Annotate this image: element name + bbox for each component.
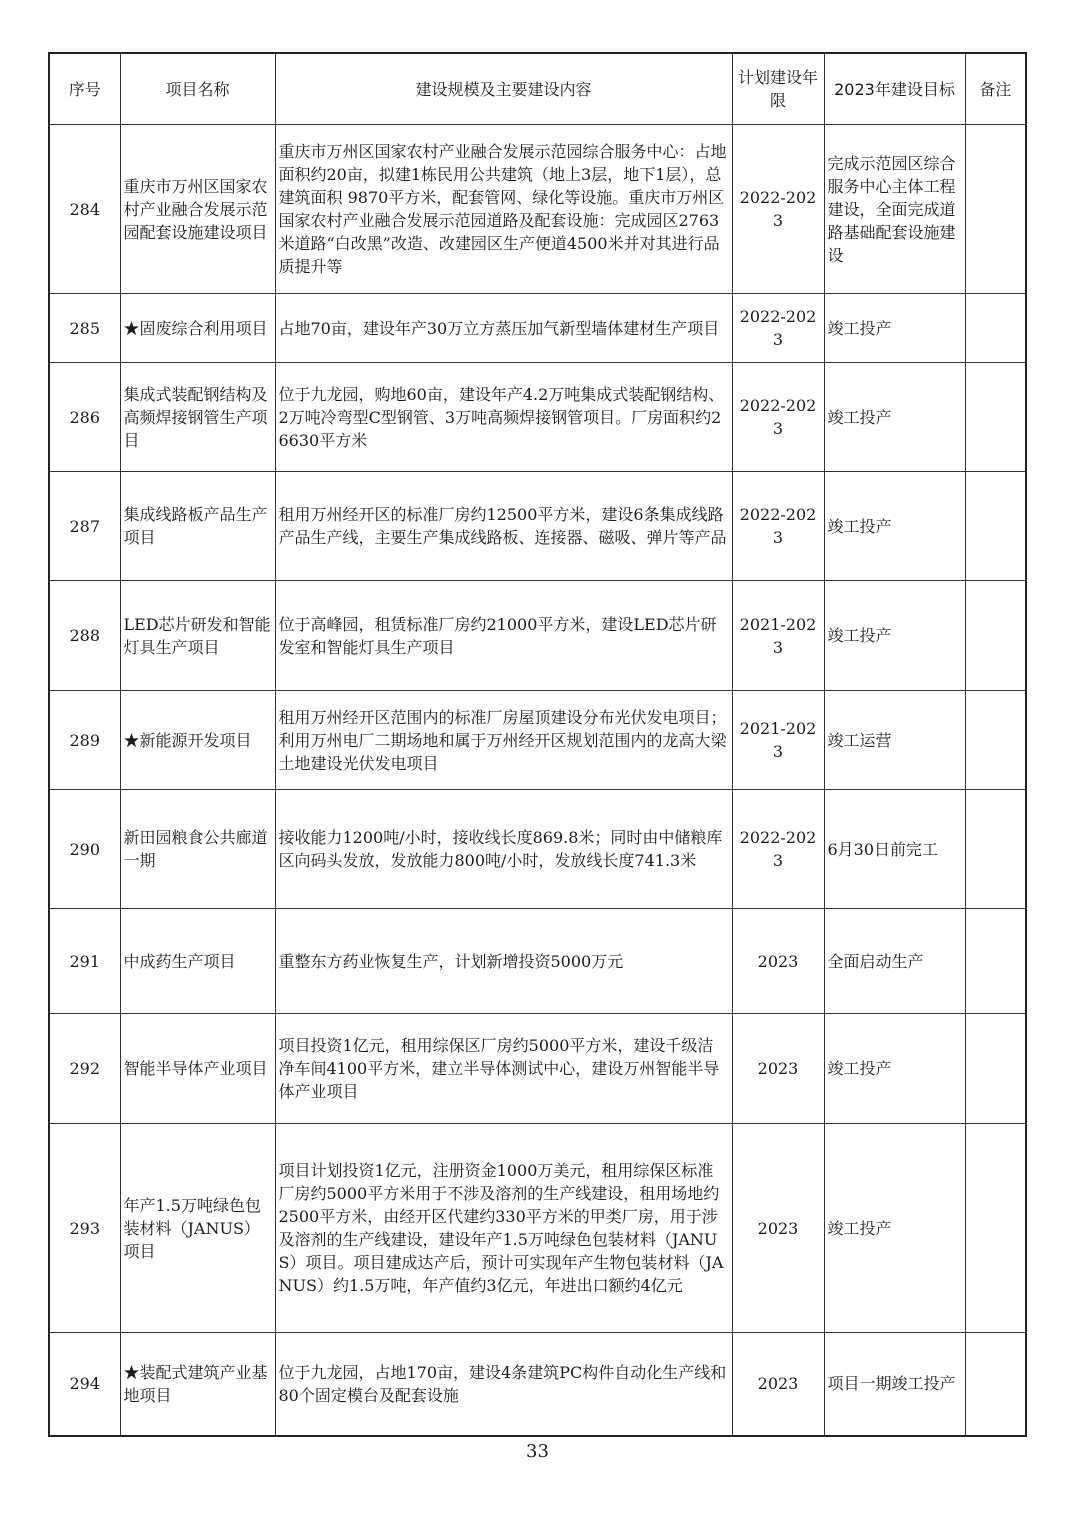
row-years: 2021-2023 xyxy=(732,581,824,691)
header-years: 计划建设年限 xyxy=(732,53,824,125)
table-row xyxy=(49,472,1026,581)
row-name: 中成药生产项目 xyxy=(120,909,275,1014)
row-note xyxy=(965,1124,1026,1333)
table-row xyxy=(49,1014,1026,1124)
row-target: 完成示范园区综合服务中心主体工程建设，全面完成道路基础配套设施建设 xyxy=(824,125,965,294)
row-note xyxy=(965,472,1026,581)
table-row xyxy=(49,691,1026,790)
row-years: 2023 xyxy=(732,1333,824,1436)
row-target: 竣工运营 xyxy=(824,691,965,790)
row-years: 2023 xyxy=(732,909,824,1014)
row-years: 2023 xyxy=(732,1014,824,1124)
row-content: 项目计划投资1亿元，注册资金1000万美元，租用综保区标准厂房约5000平方米用于不涉及溶剂的生产线建设，租用场地约2500平方米，由经开区代建约330平方米的甲类厂房，用于涉及溶剂的生产线建设，建设年产1.5万吨绿色包装材料（JANUS）项目。项目建成达产后，预计可实现年产生物包装材料（JANUS）约1.5万吨，年产值约3亿元，年进出口额约4亿元 xyxy=(275,1124,732,1333)
header-target: 2023年建设目标 xyxy=(824,53,965,125)
row-note xyxy=(965,294,1026,363)
row-content: 重庆市万州区国家农村产业融合发展示范园综合服务中心：占地面积约20亩，拟建1栋民用公共建筑（地上3层，地下1层），总建筑面积 9870平方米，配套管网、绿化等设施。重庆市万州区国家农村产业融合发展示范园道路及配套设施：完成园区2763米道路“白改黑”改造、改建园区生产便道4500米并对其进行品质提升等 xyxy=(275,125,732,294)
row-name: ★装配式建筑产业基地项目 xyxy=(120,1333,275,1436)
row-years: 2021-2023 xyxy=(732,691,824,790)
row-no: 289 xyxy=(49,691,120,790)
row-years: 2022-2023 xyxy=(732,125,824,294)
row-content: 占地70亩，建设年产30万立方蒸压加气新型墙体建材生产项目 xyxy=(275,294,732,363)
row-note xyxy=(965,909,1026,1014)
row-content: 项目投资1亿元，租用综保区厂房约5000平方米，建设千级洁净车间4100平方米，建立半导体测试中心，建设万州智能半导体产业项目 xyxy=(275,1014,732,1124)
row-content: 重整东方药业恢复生产，计划新增投资5000万元 xyxy=(275,909,732,1014)
row-no: 290 xyxy=(49,790,120,909)
row-note xyxy=(965,581,1026,691)
row-note xyxy=(965,363,1026,472)
row-content: 租用万州经开区范围内的标准厂房屋顶建设分布光伏发电项目；利用万州电厂二期场地和属于万州经开区规划范围内的龙高大梁土地建设光伏发电项目 xyxy=(275,691,732,790)
header-note: 备注 xyxy=(965,53,1026,125)
row-no: 285 xyxy=(49,294,120,363)
row-name: ★新能源开发项目 xyxy=(120,691,275,790)
row-name: 年产1.5万吨绿色包装材料（JANUS）项目 xyxy=(120,1124,275,1333)
header-no: 序号 xyxy=(49,53,120,125)
row-target: 项目一期竣工投产 xyxy=(824,1333,965,1436)
table-row xyxy=(49,125,1026,294)
row-no: 284 xyxy=(49,125,120,294)
row-content: 位于九龙园，占地170亩，建设4条建筑PC构件自动化生产线和80个固定模台及配套设施 xyxy=(275,1333,732,1436)
header-row xyxy=(49,53,1026,125)
row-content: 租用万州经开区的标准厂房约12500平方米，建设6条集成线路产品生产线，主要生产集成线路板、连接器、磁吸、弹片等产品 xyxy=(275,472,732,581)
row-target: 竣工投产 xyxy=(824,294,965,363)
row-content: 位于高峰园，租赁标准厂房约21000平方米，建设LED芯片研发室和智能灯具生产项目 xyxy=(275,581,732,691)
row-no: 291 xyxy=(49,909,120,1014)
row-note xyxy=(965,1014,1026,1124)
row-target: 竣工投产 xyxy=(824,1014,965,1124)
table-row xyxy=(49,294,1026,363)
row-note xyxy=(965,691,1026,790)
row-target: 全面启动生产 xyxy=(824,909,965,1014)
row-years: 2022-2023 xyxy=(732,294,824,363)
row-name: 集成式装配钢结构及高频焊接钢管生产项目 xyxy=(120,363,275,472)
row-target: 竣工投产 xyxy=(824,1124,965,1333)
row-no: 288 xyxy=(49,581,120,691)
row-content: 位于九龙园，购地60亩，建设年产4.2万吨集成式装配钢结构、2万吨冷弯型C型钢管、3万吨高频焊接钢管项目。厂房面积约26630平方米 xyxy=(275,363,732,472)
row-no: 287 xyxy=(49,472,120,581)
table-row xyxy=(49,581,1026,691)
row-no: 294 xyxy=(49,1333,120,1436)
row-no: 292 xyxy=(49,1014,120,1124)
row-years: 2023 xyxy=(732,1124,824,1333)
row-no: 293 xyxy=(49,1124,120,1333)
row-target: 竣工投产 xyxy=(824,581,965,691)
table-row xyxy=(49,790,1026,909)
row-name: 新田园粮食公共廊道一期 xyxy=(120,790,275,909)
project-table xyxy=(48,52,1027,1437)
header-content: 建设规模及主要建设内容 xyxy=(275,53,732,125)
table-row xyxy=(49,363,1026,472)
row-target: 竣工投产 xyxy=(824,472,965,581)
row-content: 接收能力1200吨/小时，接收线长度869.8米；同时由中储粮库区向码头发放，发放能力800吨/小时，发放线长度741.3米 xyxy=(275,790,732,909)
row-no: 286 xyxy=(49,363,120,472)
row-years: 2022-2023 xyxy=(732,472,824,581)
row-name: 重庆市万州区国家农村产业融合发展示范园配套设施建设项目 xyxy=(120,125,275,294)
row-years: 2022-2023 xyxy=(732,790,824,909)
header-name: 项目名称 xyxy=(120,53,275,125)
page-number: 33 xyxy=(526,1441,549,1462)
row-note xyxy=(965,790,1026,909)
row-note xyxy=(965,125,1026,294)
row-name: 智能半导体产业项目 xyxy=(120,1014,275,1124)
table-row xyxy=(49,909,1026,1014)
row-target: 竣工投产 xyxy=(824,363,965,472)
row-name: ★固废综合利用项目 xyxy=(120,294,275,363)
row-note xyxy=(965,1333,1026,1436)
row-years: 2022-2023 xyxy=(732,363,824,472)
row-name: LED芯片研发和智能灯具生产项目 xyxy=(120,581,275,691)
table-row xyxy=(49,1124,1026,1333)
row-name: 集成线路板产品生产项目 xyxy=(120,472,275,581)
row-target: 6月30日前完工 xyxy=(824,790,965,909)
table-row xyxy=(49,1333,1026,1436)
